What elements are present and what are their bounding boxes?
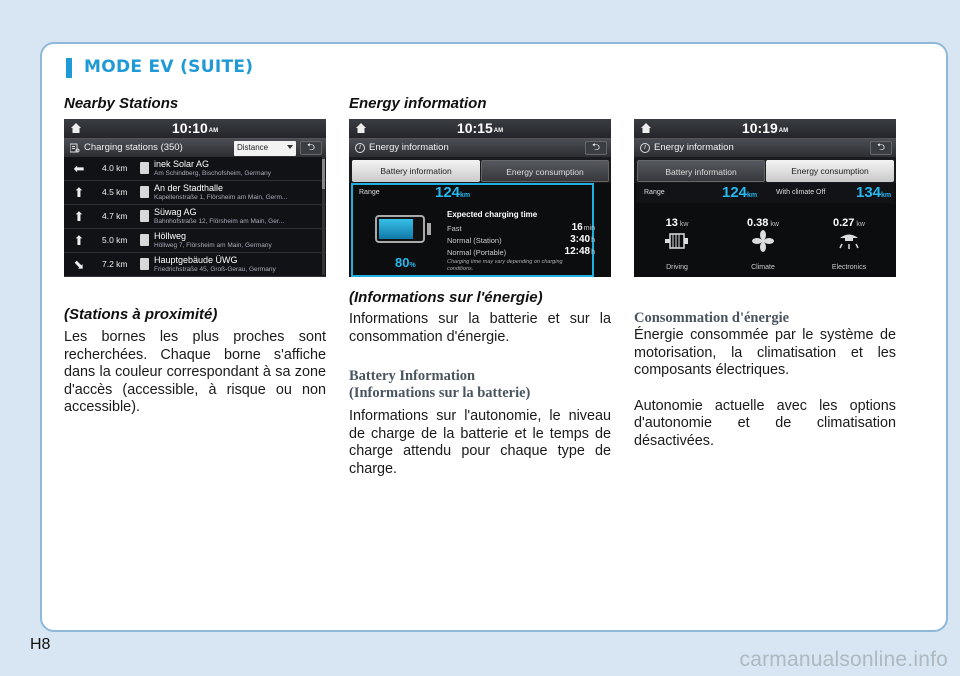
station-row[interactable] bbox=[64, 181, 326, 205]
range-options-body: Autonomie actuelle avec les options d'autonomie et de climatisation désactivées. bbox=[634, 397, 896, 449]
station-marker-icon bbox=[140, 258, 149, 270]
tab-battery-information[interactable]: Battery information bbox=[637, 160, 765, 182]
clock: 10:10AM bbox=[171, 120, 219, 136]
fan-icon bbox=[750, 229, 776, 253]
energy-consumption-screen bbox=[634, 119, 896, 277]
station-label: Normal (Station) bbox=[447, 236, 502, 245]
energy-info-heading: Energy information bbox=[349, 95, 487, 112]
station-marker-icon bbox=[140, 186, 149, 198]
station-address: Am Schindberg, Bischofsheim, Germany bbox=[154, 170, 272, 177]
station-marker-icon bbox=[140, 162, 149, 174]
title-bar bbox=[634, 138, 896, 157]
back-button[interactable]: ⮌ bbox=[585, 141, 607, 155]
section-title: MODE EV (SUITE) bbox=[84, 57, 254, 77]
direction-arrow-icon: ⬊ bbox=[73, 257, 85, 272]
station-address: Höllweg 7, Flörsheim am Main, Germany bbox=[154, 242, 272, 249]
watermark: carmanualsonline.info bbox=[739, 648, 948, 671]
station-distance: 4.0 km bbox=[102, 163, 128, 173]
tab-energy-consumption[interactable]: Energy consumption bbox=[766, 160, 894, 182]
portable-value: 12:48h bbox=[564, 246, 595, 257]
status-bar bbox=[634, 119, 896, 138]
middle-column bbox=[349, 95, 611, 115]
station-name: Süwag AG bbox=[154, 207, 197, 217]
driving-metric: 13 kw Driving bbox=[665, 217, 689, 271]
direction-arrow-icon: ⬆ bbox=[73, 185, 85, 200]
energy-consumption-body: Énergie consommée par le système de motorisation, la climatisation et les composants électriques. bbox=[634, 327, 896, 378]
chevron-down-icon bbox=[287, 145, 293, 149]
station-name: inek Solar AG bbox=[154, 159, 210, 169]
station-row[interactable] bbox=[64, 157, 326, 181]
range-value: 124km bbox=[722, 184, 758, 201]
range-value: 124km bbox=[435, 184, 471, 201]
clock: 10:19AM bbox=[741, 120, 789, 136]
battery-info-subheading: (Informations sur la batterie) bbox=[349, 385, 531, 401]
station-value: 3:40h bbox=[570, 234, 595, 245]
screen-title: Energy information bbox=[369, 142, 449, 153]
left-column-text bbox=[64, 306, 326, 417]
climate-off-value: 134km bbox=[856, 184, 892, 201]
station-row[interactable] bbox=[64, 229, 326, 253]
station-distance: 4.7 km bbox=[102, 211, 128, 221]
station-row[interactable] bbox=[64, 205, 326, 229]
sort-dropdown[interactable]: Distance bbox=[234, 141, 296, 156]
status-bar bbox=[64, 119, 326, 138]
portable-label: Normal (Portable) bbox=[447, 248, 507, 257]
charging-note: Charging time may vary depending on charging conditions. bbox=[447, 259, 563, 272]
electronics-metric: 0.27 kw Electronics bbox=[831, 217, 867, 271]
station-address: Friedrichstraße 45, Groß-Gerau, Germany bbox=[154, 266, 276, 273]
nearby-stations-screen bbox=[64, 119, 326, 277]
right-column-text bbox=[634, 310, 896, 450]
nearby-stations-heading: Nearby Stations bbox=[64, 95, 179, 112]
energy-info-body: Informations sur la batterie et sur la consommation d'énergie. bbox=[349, 311, 611, 345]
scrollbar-thumb[interactable] bbox=[322, 159, 325, 189]
station-distance: 4.5 km bbox=[102, 187, 128, 197]
stations-body: Les bornes les plus proches sont recherchées. Chaque borne s'affiche dans la couleur correspondant à sa zone d'accès (accessible, à risque ou non accessible). bbox=[64, 329, 326, 415]
list-icon bbox=[70, 143, 80, 153]
station-distance: 5.0 km bbox=[102, 235, 128, 245]
info-icon: i bbox=[640, 143, 650, 153]
section-accent-bar bbox=[66, 58, 72, 78]
title-bar bbox=[64, 138, 326, 157]
direction-arrow-icon: ⬅ bbox=[73, 161, 85, 176]
climate-off-label: With climate Off bbox=[776, 189, 826, 196]
station-marker-icon bbox=[140, 234, 149, 246]
tab-battery-information[interactable]: Battery information bbox=[352, 160, 480, 182]
battery-info-screen bbox=[349, 119, 611, 277]
station-row[interactable] bbox=[64, 253, 326, 277]
screen-title: Energy information bbox=[654, 142, 734, 153]
range-label: Range bbox=[644, 189, 665, 196]
info-icon: i bbox=[355, 143, 365, 153]
screen-title: Charging stations (350) bbox=[84, 142, 183, 153]
station-marker-icon bbox=[140, 210, 149, 222]
station-name: An der Stadthalle bbox=[154, 183, 224, 193]
back-button[interactable]: ⮌ bbox=[870, 141, 892, 155]
battery-tip bbox=[427, 223, 431, 235]
status-bar bbox=[349, 119, 611, 138]
clock: 10:15AM bbox=[456, 120, 504, 136]
station-distance: 7.2 km bbox=[102, 259, 128, 269]
fast-value: 16min bbox=[571, 222, 595, 233]
tabs bbox=[634, 157, 896, 183]
back-button[interactable]: ⮌ bbox=[300, 141, 322, 155]
tab-energy-consumption[interactable]: Energy consumption bbox=[481, 160, 609, 182]
range-label: Range bbox=[359, 189, 380, 196]
battery-icon bbox=[375, 215, 425, 243]
battery-info-body: Informations sur l'autonomie, le niveau de charge de la batterie et le temps de charge attendu pour chaque type de charge. bbox=[349, 408, 611, 477]
direction-arrow-icon: ⬆ bbox=[73, 233, 85, 248]
motor-icon bbox=[664, 229, 690, 253]
station-address: Kapellenstraße 1, Flörsheim am Main, Germ... bbox=[154, 194, 288, 201]
climate-metric: 0.38 kw Climate bbox=[747, 217, 779, 271]
lamp-icon bbox=[836, 229, 862, 253]
fast-label: Fast bbox=[447, 224, 462, 233]
station-list bbox=[64, 157, 326, 277]
title-bar bbox=[349, 138, 611, 157]
left-column bbox=[64, 95, 326, 115]
station-name: Höllweg bbox=[154, 231, 187, 241]
battery-info-heading: Battery Information bbox=[349, 368, 476, 384]
stations-subheading: (Stations à proximité) bbox=[64, 306, 218, 323]
page-number: H8 bbox=[30, 636, 51, 653]
tabs bbox=[349, 157, 611, 183]
station-name: Hauptgebäude ÜWG bbox=[154, 255, 238, 265]
direction-arrow-icon: ⬆ bbox=[73, 209, 85, 224]
station-address: Bahnhofstraße 12, Flörsheim am Main, Ger... bbox=[154, 218, 285, 225]
energy-consumption-heading: Consommation d'énergie bbox=[634, 310, 790, 326]
battery-level-fill bbox=[379, 219, 413, 239]
energy-info-subheading: (Informations sur l'énergie) bbox=[349, 289, 543, 306]
middle-column-text bbox=[349, 289, 611, 478]
expected-charging-time-title: Expected charging time bbox=[447, 210, 538, 219]
battery-percent: 80% bbox=[395, 255, 416, 270]
